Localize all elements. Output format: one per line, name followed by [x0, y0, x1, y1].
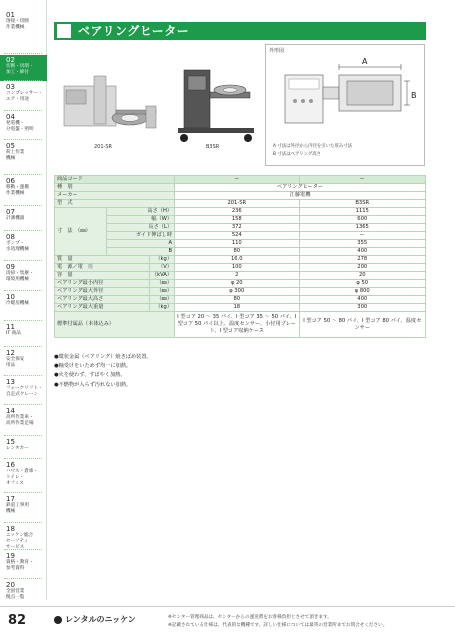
spec-row — [55, 264, 426, 272]
spec-row — [55, 232, 426, 240]
spec-label: 質 量 — [55, 256, 150, 264]
spec-value-b3sr: 355 — [299, 240, 426, 248]
sidebar-item-09[interactable] — [0, 262, 47, 283]
spec-value-201sr: 372 — [175, 224, 299, 232]
sidebar-divider — [4, 549, 42, 550]
spec-label: ベアリング最大外径 — [55, 288, 150, 296]
spec-label: 電 源／電 圧 — [55, 264, 150, 272]
sidebar-item-05[interactable] — [0, 141, 47, 162]
sidebar-divider — [4, 375, 42, 376]
spec-label-dimensions: 寸 法 （㎜） — [55, 208, 107, 256]
spec-value-b3sr: 400 — [299, 296, 426, 304]
spec-sublabel: ガイド伸ばし時 — [106, 232, 175, 240]
sidebar-item-04[interactable] — [0, 112, 47, 133]
sidebar-item-label: 荷上作業 機械 — [6, 150, 25, 161]
sidebar-divider — [4, 139, 42, 140]
diagram-heading: 外形図 — [269, 48, 285, 54]
spec-label: ベアリング最小内径 — [55, 280, 150, 288]
sidebar-divider — [4, 435, 42, 436]
spec-label: メーカー — [55, 192, 175, 200]
sidebar-item-15[interactable] — [0, 437, 47, 452]
spec-value-201sr: φ 300 — [175, 288, 299, 296]
footer-note-1: ※センター管理商品は、センターからの運送費をお客様負担とさせて頂きます。 — [168, 615, 332, 620]
product-photo-image — [54, 46, 258, 156]
spec-value-201sr: 2 — [175, 272, 299, 280]
sidebar-item-08[interactable] — [0, 232, 47, 253]
spec-value-201sr: 18 — [175, 304, 299, 312]
company-logo — [54, 614, 136, 625]
sidebar-item-label: ハウス・倉庫・ トイレ・ オフィス — [6, 469, 39, 486]
sidebar-item-label: 計測機器 — [6, 216, 25, 221]
spec-value-b3sr: φ 800 — [299, 288, 426, 296]
title-bar — [54, 22, 426, 40]
diagram-note-a: A 寸法は外径から内径を引いた厚み寸法 — [273, 144, 353, 149]
sidebar-item-label: レンタカー — [6, 446, 29, 451]
sidebar-item-20[interactable] — [0, 580, 47, 601]
sidebar-item-number: 07 — [6, 208, 15, 216]
sidebar-item-number: 05 — [6, 142, 15, 150]
spec-row — [55, 304, 426, 312]
sidebar-item-number: 16 — [6, 461, 15, 469]
sidebar-item-02[interactable] — [0, 55, 47, 81]
sidebar-item-number: 11 — [6, 323, 15, 331]
sidebar-divider — [4, 492, 42, 493]
spec-sublabel: B — [106, 248, 175, 256]
spec-label: 容 量 — [55, 272, 150, 280]
feature-item: ●環状金属（ベアリング）焼きばめ装置。 — [54, 354, 152, 360]
feature-item: ●火を使わず、すばやく加熱。 — [54, 372, 126, 379]
sidebar-item-number: 14 — [6, 407, 15, 415]
spec-label: ベアリング最大重量 — [55, 304, 150, 312]
sidebar-item-13[interactable] — [0, 377, 47, 398]
sidebar-item-06[interactable] — [0, 176, 47, 197]
sidebar-item-label: 溶接・切断 作業機械 — [6, 19, 29, 30]
spec-sublabel: A — [106, 240, 175, 248]
spec-value-201sr: 80 — [175, 296, 299, 304]
spec-row — [55, 200, 426, 208]
sidebar-item-number: 18 — [6, 525, 15, 533]
sidebar-item-label: ニッケン総合 セーフティ サービス — [6, 533, 34, 550]
sidebar-item-number: 04 — [6, 113, 15, 121]
spec-value-201sr: φ 20 — [175, 280, 299, 288]
spec-label: 標準付属品（本体込み） — [55, 312, 175, 338]
sidebar-item-number: 09 — [6, 263, 15, 271]
diagram-note-b: B 寸法はベアリング高さ — [273, 152, 322, 157]
sidebar-item-label: 資格・教育・ 参考資料 — [6, 560, 34, 571]
sidebar-item-label: フォークリフト・ 自走式クレーン — [6, 386, 43, 397]
sidebar-item-label: 切断・切削・ 加工・締付 — [6, 64, 34, 75]
spec-value-201sr: 524 — [175, 232, 299, 240]
spec-unit: （kg） — [149, 256, 174, 264]
sidebar-item-label: 発電機・ 分電盤・照明 — [6, 121, 34, 132]
spec-row — [55, 240, 426, 248]
spec-unit: （V） — [149, 264, 174, 272]
spec-value-b3sr: 600 — [299, 216, 426, 224]
sidebar-divider — [4, 80, 42, 81]
spec-value-b3sr: 300 — [299, 304, 426, 312]
spec-value-b3sr: I 型コア 50 ～ 80 パイ、I 型コア 80 パイ、温度センサー — [299, 312, 426, 338]
spec-value-201sr: 201-SR — [175, 200, 299, 208]
spec-row — [55, 288, 426, 296]
spec-value-b3sr: ー — [299, 232, 426, 240]
sidebar-item-number: 20 — [6, 581, 15, 589]
caption-201sr: 201-SR — [94, 144, 112, 150]
sidebar-item-10[interactable] — [0, 292, 47, 307]
spec-row — [55, 216, 426, 224]
sidebar-item-18[interactable] — [0, 524, 47, 551]
footer-divider — [0, 606, 455, 607]
spec-unit: （㎜） — [149, 296, 174, 304]
footer-note-2: ※記載されている仕様は、代表的な機種です。詳しい仕様については最寄の営業所までお問合せください。 — [168, 623, 388, 628]
spec-value-201sr: 236 — [175, 208, 299, 216]
spec-value-b3sr: 400 — [299, 248, 426, 256]
sidebar-divider — [4, 290, 42, 291]
spec-value-201sr: 158 — [175, 216, 299, 224]
spec-value-b3sr: 200 — [299, 264, 426, 272]
heater-201sr-illustration — [64, 76, 156, 128]
spec-value-201sr: 110 — [175, 240, 299, 248]
spec-value-b3sr: 278 — [299, 256, 426, 264]
spec-sublabel: 長さ（L） — [106, 224, 175, 232]
spec-value-b3sr: 1115 — [299, 208, 426, 216]
spec-row — [55, 296, 426, 304]
sidebar-item-label: 冷暖房機械 — [6, 301, 29, 306]
sidebar-item-12[interactable] — [0, 348, 47, 369]
sidebar-divider — [4, 205, 42, 206]
spec-value-b3sr: 20 — [299, 272, 426, 280]
spec-value-201sr: ー — [175, 176, 299, 184]
sidebar-divider — [4, 346, 42, 347]
spec-label: ベアリング最大高さ — [55, 296, 150, 304]
sidebar-item-14[interactable] — [0, 406, 47, 427]
sidebar-item-number: 19 — [6, 552, 15, 560]
sidebar-divider — [4, 404, 42, 405]
sidebar-item-label: コンプレッサー・ エア・用途 — [6, 91, 43, 102]
spec-row — [55, 192, 426, 200]
sidebar-divider — [4, 110, 42, 111]
spec-row — [55, 272, 426, 280]
sidebar-item-number: 13 — [6, 378, 15, 386]
page-title: ベアリングヒーター — [78, 24, 190, 38]
sidebar-item-number: 06 — [6, 177, 15, 185]
spec-unit: （kg） — [149, 304, 174, 312]
spec-sublabel: 幅（W） — [106, 216, 175, 224]
sidebar-item-number: 17 — [6, 495, 15, 503]
spec-unit: （㎜） — [149, 280, 174, 288]
caption-b3sr: B3SR — [206, 144, 220, 150]
heater-b3sr-illustration — [178, 70, 254, 142]
sidebar-item-label: 全国営業 拠点一覧 — [6, 589, 25, 600]
dimension-b-label: B — [411, 91, 417, 100]
spec-table — [54, 175, 426, 338]
spec-unit: （kVA） — [149, 272, 174, 280]
spec-label: 種 別 — [55, 184, 175, 192]
spec-value-b3sr: B3SR — [299, 200, 426, 208]
sidebar-item-number: 01 — [6, 11, 15, 19]
spec-row — [55, 224, 426, 232]
dimension-a-label: A — [362, 57, 368, 66]
sidebar-item-number: 10 — [6, 293, 15, 301]
spec-value: 江藤電機 — [175, 192, 426, 200]
sidebar-item-label: 清掃・集塵・ 環境用機械 — [6, 271, 34, 282]
sidebar-item-07[interactable] — [0, 207, 47, 222]
spec-unit: （㎜） — [149, 288, 174, 296]
spec-label: 商品コード — [55, 176, 175, 184]
sidebar-item-number: 02 — [6, 56, 15, 64]
sidebar-item-label: 移動・運搬 作業機械 — [6, 185, 29, 196]
spec-value-b3sr: ー — [299, 176, 426, 184]
spec-row-accessories — [55, 312, 426, 338]
spec-value-b3sr: φ 50 — [299, 280, 426, 288]
spec-value-201sr: 16.0 — [175, 256, 299, 264]
spec-row — [55, 184, 426, 192]
sidebar-item-number: 12 — [6, 349, 15, 357]
spec-row — [55, 176, 426, 184]
sidebar-divider — [4, 320, 42, 321]
sidebar-item-16[interactable] — [0, 460, 47, 487]
page-number: 82 — [8, 613, 27, 628]
sidebar-divider — [4, 260, 42, 261]
spec-value-b3sr: 1365 — [299, 224, 426, 232]
outline-diagram — [265, 44, 425, 166]
sidebar-item-number: 08 — [6, 233, 15, 241]
sidebar-divider — [4, 578, 42, 579]
spec-value-201sr: 80 — [175, 248, 299, 256]
logo-text: レンタルのニッケン — [65, 615, 136, 624]
sidebar-item-03[interactable] — [0, 82, 47, 103]
spec-row — [55, 248, 426, 256]
feature-item: ●不燃物が入らず汚れない加熱。 — [54, 381, 132, 388]
sidebar-nav — [0, 0, 47, 600]
sidebar-divider — [4, 174, 42, 175]
sidebar-divider — [4, 522, 42, 523]
sidebar-item-17[interactable] — [0, 494, 47, 515]
sidebar-item-label: 鉄道工事用 機械 — [6, 503, 29, 514]
logo-mark-icon — [54, 616, 62, 624]
sidebar-divider — [4, 458, 42, 459]
feature-list — [54, 353, 152, 390]
spec-row — [55, 280, 426, 288]
spec-value: ベアリングヒーター — [175, 184, 426, 192]
sidebar-item-01[interactable] — [0, 10, 47, 31]
outline-diagram-drawing — [267, 55, 425, 145]
sidebar-divider — [4, 230, 42, 231]
sidebar-divider — [4, 53, 42, 54]
sidebar-item-11[interactable] — [0, 322, 47, 337]
feature-item: ●軸受けをいためず均一に加熱。 — [54, 363, 132, 370]
spec-label: 型 式 — [55, 200, 175, 208]
spec-sublabel: 高さ（H） — [106, 208, 175, 216]
sidebar-item-label: ポンプ・ 水処理機械 — [6, 241, 29, 252]
spec-row — [55, 256, 426, 264]
sidebar-item-label: 高所作業車・ 高所作業足場 — [6, 415, 34, 426]
spec-value-201sr: I 型コア 20 ～ 35 パイ、I 型コア 35 ～ 50 パイ、I 型コア 50 パイ以上、温度センサー、小径用プレート、I 型コア収納ケース — [175, 312, 299, 338]
spec-value-201sr: 100 — [175, 264, 299, 272]
product-photos — [54, 46, 258, 156]
sidebar-item-number: 15 — [6, 438, 15, 446]
sidebar-item-label: 安全保安 用品 — [6, 357, 25, 368]
title-marker — [57, 24, 71, 38]
sidebar-item-number: 03 — [6, 83, 15, 91]
sidebar-item-19[interactable] — [0, 551, 47, 572]
spec-row — [55, 208, 426, 216]
sidebar-item-label: IT 商品 — [6, 331, 21, 336]
